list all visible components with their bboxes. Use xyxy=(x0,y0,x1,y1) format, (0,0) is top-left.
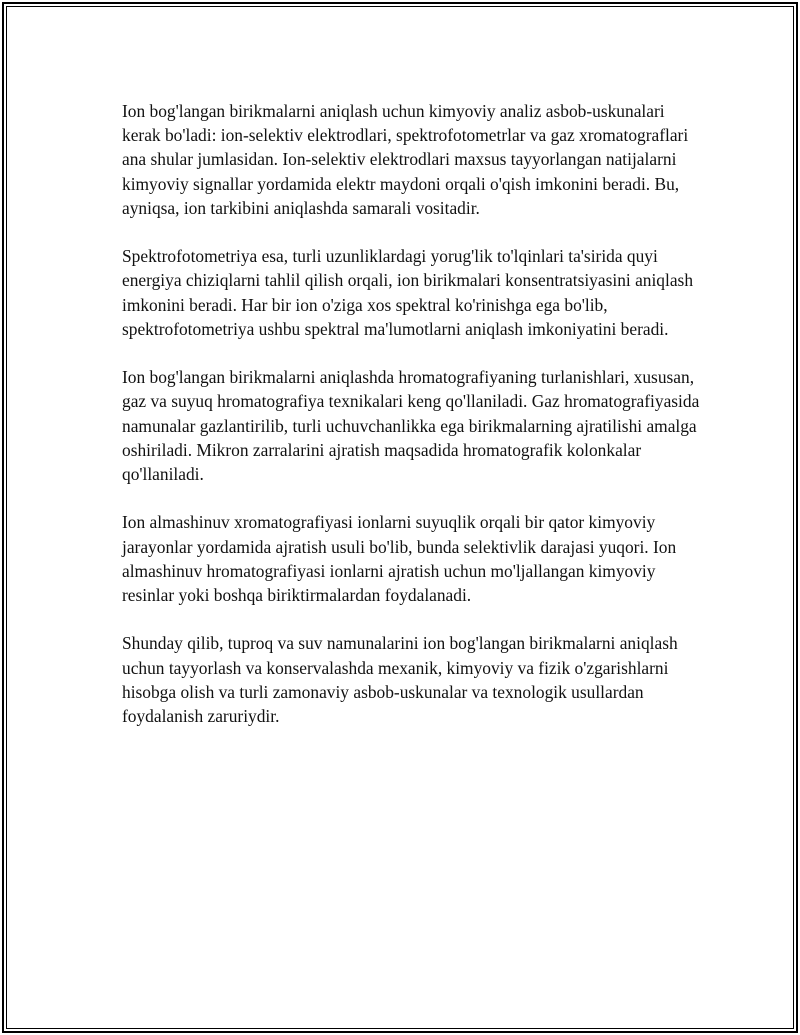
paragraph-3: Ion bog'langan birikmalarni aniqlashda hromatografiyaning turlanishlari, xususan, gaz va suyuq hromatografiya texnikalari keng qo'llaniladi. Gaz hromatografiyasida namunalar gazlantirilib, turli uchuvchanlikka ega birikmalarning ajratilishi amalga oshiriladi. Mikron zarralarini ajratish maqsadida hromatografik kolonkalar qo'llaniladi. xyxy=(122,367,700,485)
paragraph-2: Spektrofotometriya esa, turli uzunliklardagi yorug'lik to'lqinlari ta'sirida quyi energiya chiziqlarni tahlil qilish orqali, ion birikmalari konsentratsiyasini aniqlash imkonini beradi. Har bir ion o'ziga xos spektral ko'rinishga ega bo'lib, spektrofotometriya ushbu spektral ma'lumotlarni aniqlash imkoniyatini beradi. xyxy=(122,246,694,339)
paragraph-1: Ion bog'langan birikmalarni aniqlash uchun kimyoviy analiz asbob-uskunalari kerak bo'ladi: ion-selektiv elektrodlari, spektrofotometrlar va gaz xromatograflari ana shular jumlasidan. Ion-selektiv elektrodlari maxsus tayyorlangan natijalarni kimyoviy signallar yordamida elektr maydoni orqali o'qish imkonini beradi. Bu, ayniqsa, ion tarkibini aniqlashda samarali vositadir. xyxy=(122,101,689,218)
page-border xyxy=(2,2,798,1033)
paragraph-5: Shunday qilib, tuproq va suv namunalarini ion bog'langan birikmalarni aniqlash uchun tayyorlash va konservalashda mexanik, kimyoviy va fizik o'zgarishlarni hisobga olish va turli zamonaviy asbob-uskunalar va texnologik usullardan foydalanish zaruriydir. xyxy=(122,633,678,727)
paragraph-4: Ion almashinuv xromatografiyasi ionlarni suyuqlik orqali bir qator kimyoviy jarayonlar yordamida ajratish usuli bo'lib, bunda selektivlik darajasi yuqori. Ion almashinuv hromatografiyasi ionlarni ajratish uchun mo'ljallangan kimyoviy resinlar yoki boshqa biriktirmalardan foydalanadi. xyxy=(122,512,677,606)
document-body xyxy=(122,99,702,752)
